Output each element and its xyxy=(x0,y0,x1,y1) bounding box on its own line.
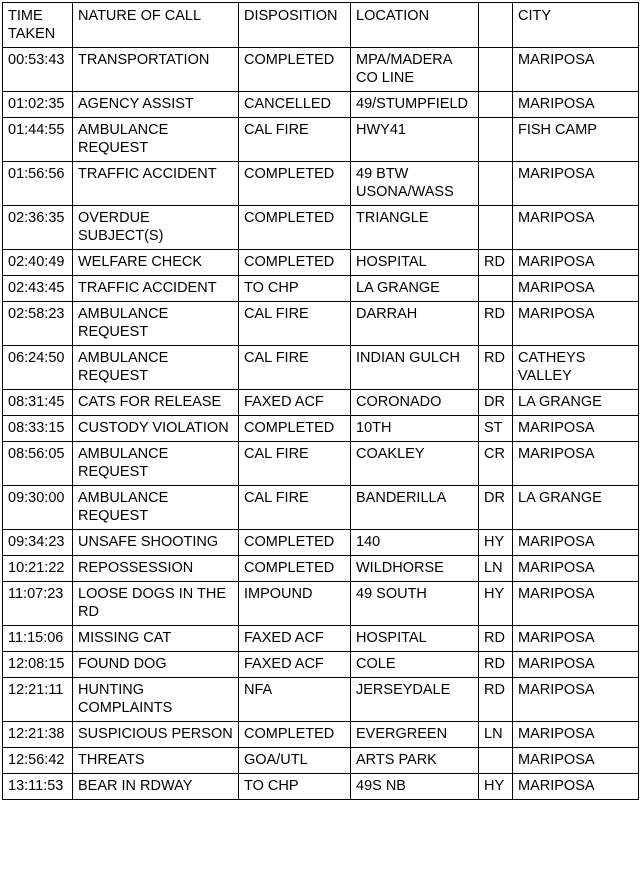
table-row xyxy=(3,774,639,800)
cell-nature-of-call: BEAR IN RDWAY xyxy=(73,774,239,800)
table-row xyxy=(3,206,639,250)
cell-time-taken: 12:21:11 xyxy=(3,678,73,722)
cell-disposition: FAXED ACF xyxy=(239,626,351,652)
cell-nature-of-call: TRAFFIC ACCIDENT xyxy=(73,162,239,206)
cell-time-taken: 06:24:50 xyxy=(3,346,73,390)
cell-disposition: COMPLETED xyxy=(239,416,351,442)
cell-location: INDIAN GULCH xyxy=(351,346,479,390)
cell-time-taken: 02:36:35 xyxy=(3,206,73,250)
table-row xyxy=(3,626,639,652)
table-row xyxy=(3,442,639,486)
cell-street-suffix xyxy=(479,162,513,206)
cell-street-suffix: LN xyxy=(479,556,513,582)
header-city: CITY xyxy=(513,3,639,48)
header-street-suffix xyxy=(479,3,513,48)
table-row xyxy=(3,346,639,390)
cell-city: LA GRANGE xyxy=(513,486,639,530)
table-row xyxy=(3,748,639,774)
cell-disposition: CAL FIRE xyxy=(239,346,351,390)
cell-street-suffix: RD xyxy=(479,652,513,678)
table-row xyxy=(3,530,639,556)
cell-street-suffix xyxy=(479,92,513,118)
cell-street-suffix xyxy=(479,206,513,250)
cell-disposition: COMPLETED xyxy=(239,556,351,582)
table-row xyxy=(3,486,639,530)
cell-nature-of-call: TRAFFIC ACCIDENT xyxy=(73,276,239,302)
cell-time-taken: 11:07:23 xyxy=(3,582,73,626)
cell-disposition: FAXED ACF xyxy=(239,390,351,416)
cell-time-taken: 11:15:06 xyxy=(3,626,73,652)
cell-nature-of-call: UNSAFE SHOOTING xyxy=(73,530,239,556)
cell-location: 49S NB xyxy=(351,774,479,800)
table-row xyxy=(3,722,639,748)
cell-nature-of-call: TRANSPORTATION xyxy=(73,48,239,92)
cell-disposition: CAL FIRE xyxy=(239,486,351,530)
cell-city: MARIPOSA xyxy=(513,162,639,206)
cell-location: 10TH xyxy=(351,416,479,442)
cell-city: MARIPOSA xyxy=(513,722,639,748)
cell-city: MARIPOSA xyxy=(513,678,639,722)
table-row xyxy=(3,582,639,626)
cell-disposition: COMPLETED xyxy=(239,206,351,250)
cell-location: DARRAH xyxy=(351,302,479,346)
table-row xyxy=(3,652,639,678)
cell-city: MARIPOSA xyxy=(513,530,639,556)
cell-city: MARIPOSA xyxy=(513,774,639,800)
table-row xyxy=(3,92,639,118)
cell-nature-of-call: HUNTING COMPLAINTS xyxy=(73,678,239,722)
cell-location: ARTS PARK xyxy=(351,748,479,774)
header-nature-of-call: NATURE OF CALL xyxy=(73,3,239,48)
cell-nature-of-call: AMBULANCE REQUEST xyxy=(73,118,239,162)
table-header-row xyxy=(3,3,639,48)
cell-city: LA GRANGE xyxy=(513,390,639,416)
cell-street-suffix: RD xyxy=(479,346,513,390)
cell-time-taken: 12:21:38 xyxy=(3,722,73,748)
cell-location: HOSPITAL xyxy=(351,626,479,652)
table-row xyxy=(3,250,639,276)
cell-city: MARIPOSA xyxy=(513,442,639,486)
cell-time-taken: 02:43:45 xyxy=(3,276,73,302)
cell-city: FISH CAMP xyxy=(513,118,639,162)
cell-disposition: COMPLETED xyxy=(239,250,351,276)
cell-time-taken: 09:34:23 xyxy=(3,530,73,556)
cell-location: CORONADO xyxy=(351,390,479,416)
cell-nature-of-call: CUSTODY VIOLATION xyxy=(73,416,239,442)
cell-location: HWY41 xyxy=(351,118,479,162)
cell-location: EVERGREEN xyxy=(351,722,479,748)
cell-nature-of-call: WELFARE CHECK xyxy=(73,250,239,276)
cell-location: TRIANGLE xyxy=(351,206,479,250)
cell-disposition: CAL FIRE xyxy=(239,118,351,162)
cell-nature-of-call: FOUND DOG xyxy=(73,652,239,678)
cell-street-suffix xyxy=(479,48,513,92)
cell-time-taken: 02:40:49 xyxy=(3,250,73,276)
cell-city: MARIPOSA xyxy=(513,276,639,302)
cell-time-taken: 00:53:43 xyxy=(3,48,73,92)
cell-location: 140 xyxy=(351,530,479,556)
cell-city: MARIPOSA xyxy=(513,92,639,118)
cell-disposition: TO CHP xyxy=(239,276,351,302)
cell-nature-of-call: LOOSE DOGS IN THE RD xyxy=(73,582,239,626)
cell-time-taken: 12:56:42 xyxy=(3,748,73,774)
cell-nature-of-call: OVERDUE SUBJECT(S) xyxy=(73,206,239,250)
call-log-table xyxy=(2,2,639,800)
cell-city: MARIPOSA xyxy=(513,206,639,250)
cell-street-suffix xyxy=(479,118,513,162)
cell-nature-of-call: AMBULANCE REQUEST xyxy=(73,346,239,390)
cell-disposition: GOA/UTL xyxy=(239,748,351,774)
cell-nature-of-call: SUSPICIOUS PERSON xyxy=(73,722,239,748)
cell-time-taken: 13:11:53 xyxy=(3,774,73,800)
cell-location: MPA/MADERA CO LINE xyxy=(351,48,479,92)
cell-location: HOSPITAL xyxy=(351,250,479,276)
cell-city: MARIPOSA xyxy=(513,582,639,626)
cell-disposition: CANCELLED xyxy=(239,92,351,118)
cell-disposition: CAL FIRE xyxy=(239,302,351,346)
cell-city: MARIPOSA xyxy=(513,48,639,92)
cell-street-suffix: HY xyxy=(479,530,513,556)
cell-time-taken: 08:56:05 xyxy=(3,442,73,486)
cell-street-suffix: RD xyxy=(479,626,513,652)
table-row xyxy=(3,118,639,162)
cell-city: MARIPOSA xyxy=(513,556,639,582)
header-time-taken: TIME TAKEN xyxy=(3,3,73,48)
cell-street-suffix xyxy=(479,748,513,774)
cell-nature-of-call: THREATS xyxy=(73,748,239,774)
cell-city: MARIPOSA xyxy=(513,416,639,442)
cell-location: 49 BTW USONA/WASS xyxy=(351,162,479,206)
cell-location: WILDHORSE xyxy=(351,556,479,582)
cell-street-suffix: CR xyxy=(479,442,513,486)
cell-nature-of-call: AGENCY ASSIST xyxy=(73,92,239,118)
cell-street-suffix: ST xyxy=(479,416,513,442)
cell-time-taken: 01:44:55 xyxy=(3,118,73,162)
table-row xyxy=(3,276,639,302)
cell-city: MARIPOSA xyxy=(513,626,639,652)
header-disposition: DISPOSITION xyxy=(239,3,351,48)
cell-street-suffix: LN xyxy=(479,722,513,748)
cell-time-taken: 10:21:22 xyxy=(3,556,73,582)
cell-city: MARIPOSA xyxy=(513,748,639,774)
table-row xyxy=(3,48,639,92)
table-row xyxy=(3,416,639,442)
cell-nature-of-call: REPOSSESSION xyxy=(73,556,239,582)
table-row xyxy=(3,556,639,582)
table-body xyxy=(3,48,639,800)
table-row xyxy=(3,162,639,206)
cell-street-suffix: HY xyxy=(479,774,513,800)
cell-street-suffix: RD xyxy=(479,678,513,722)
header-location: LOCATION xyxy=(351,3,479,48)
cell-disposition: COMPLETED xyxy=(239,162,351,206)
cell-street-suffix: HY xyxy=(479,582,513,626)
cell-location: COLE xyxy=(351,652,479,678)
cell-time-taken: 01:56:56 xyxy=(3,162,73,206)
table-row xyxy=(3,678,639,722)
cell-street-suffix: DR xyxy=(479,390,513,416)
cell-nature-of-call: AMBULANCE REQUEST xyxy=(73,486,239,530)
cell-disposition: IMPOUND xyxy=(239,582,351,626)
cell-time-taken: 08:33:15 xyxy=(3,416,73,442)
cell-disposition: COMPLETED xyxy=(239,530,351,556)
cell-street-suffix xyxy=(479,276,513,302)
cell-time-taken: 08:31:45 xyxy=(3,390,73,416)
cell-city: MARIPOSA xyxy=(513,652,639,678)
cell-location: LA GRANGE xyxy=(351,276,479,302)
cell-location: BANDERILLA xyxy=(351,486,479,530)
cell-disposition: COMPLETED xyxy=(239,48,351,92)
table-row xyxy=(3,302,639,346)
cell-city: MARIPOSA xyxy=(513,302,639,346)
cell-time-taken: 12:08:15 xyxy=(3,652,73,678)
cell-nature-of-call: CATS FOR RELEASE xyxy=(73,390,239,416)
cell-location: 49 SOUTH xyxy=(351,582,479,626)
cell-location: JERSEYDALE xyxy=(351,678,479,722)
cell-street-suffix: RD xyxy=(479,302,513,346)
table-row xyxy=(3,390,639,416)
cell-location: 49/STUMPFIELD xyxy=(351,92,479,118)
cell-city: CATHEYS VALLEY xyxy=(513,346,639,390)
cell-disposition: FAXED ACF xyxy=(239,652,351,678)
cell-time-taken: 01:02:35 xyxy=(3,92,73,118)
cell-nature-of-call: AMBULANCE REQUEST xyxy=(73,442,239,486)
cell-time-taken: 02:58:23 xyxy=(3,302,73,346)
cell-street-suffix: RD xyxy=(479,250,513,276)
cell-disposition: TO CHP xyxy=(239,774,351,800)
cell-disposition: COMPLETED xyxy=(239,722,351,748)
cell-location: COAKLEY xyxy=(351,442,479,486)
cell-nature-of-call: MISSING CAT xyxy=(73,626,239,652)
cell-disposition: CAL FIRE xyxy=(239,442,351,486)
cell-disposition: NFA xyxy=(239,678,351,722)
cell-time-taken: 09:30:00 xyxy=(3,486,73,530)
cell-nature-of-call: AMBULANCE REQUEST xyxy=(73,302,239,346)
cell-street-suffix: DR xyxy=(479,486,513,530)
cell-city: MARIPOSA xyxy=(513,250,639,276)
